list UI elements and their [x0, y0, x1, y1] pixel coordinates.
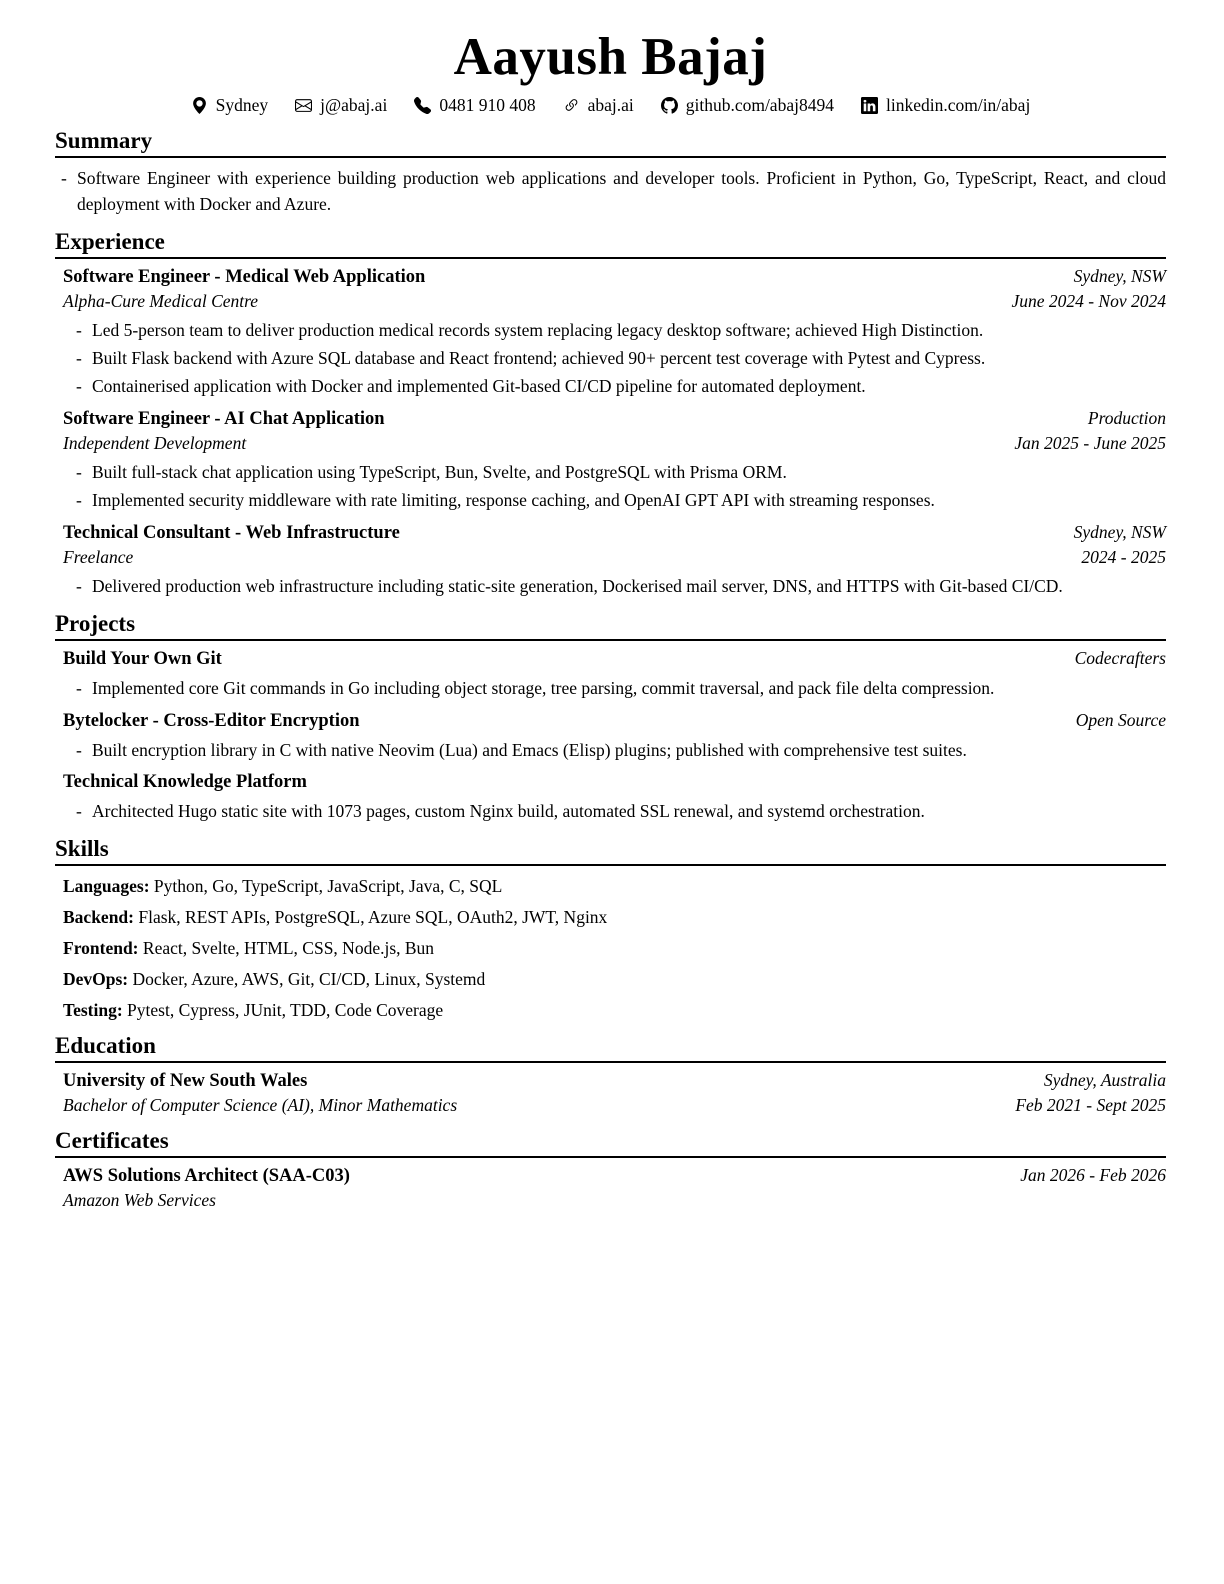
contact-github [661, 95, 834, 116]
entry-organisation: Freelance [63, 546, 134, 567]
bullet-item: - Architected Hugo static site with 1073 pages, custom Nginx build, automated SSL renewal, and systemd orchestration. [76, 798, 1166, 824]
contact-github-text: github.com/abaj8494 [685, 94, 834, 115]
contact-location [191, 95, 269, 116]
project-entry [63, 772, 1166, 824]
skill-row-testing [63, 1000, 1166, 1021]
experience-entry [63, 266, 1166, 399]
entry-bullets [63, 675, 1166, 701]
contact-linkedin-text: linkedin.com/in/abaj [885, 94, 1031, 115]
bullet-item: - Delivered production web infrastructure including static-site generation, Dockerised mail server, DNS, and HTTPS with Git-based CI/CD. [76, 573, 1166, 599]
contact-email [295, 95, 387, 116]
projects-heading: Projects [55, 611, 1166, 641]
bullet-item: - Implemented core Git commands in Go including object storage, tree parsing, commit traversal, and pack file delta compression. [76, 675, 1166, 701]
project-title: Bytelocker - Cross-Editor Encryption [63, 710, 360, 731]
project-title: Build Your Own Git [63, 648, 222, 669]
summary-heading: Summary [55, 128, 1166, 158]
entry-bullets [63, 573, 1166, 599]
certificate-dates: Jan 2026 - Feb 2026 [1020, 1164, 1166, 1185]
institution-name: University of New South Wales [63, 1070, 308, 1091]
experience-entry [63, 408, 1166, 513]
project-title: Technical Knowledge Platform [63, 771, 307, 792]
project-entry [63, 710, 1166, 763]
section-projects [55, 611, 1166, 824]
entry-title: Software Engineer - Medical Web Application [63, 266, 426, 287]
degree-name: Bachelor of Computer Science (AI), Minor Mathematics [63, 1094, 458, 1115]
contact-phone [414, 95, 535, 116]
entry-title: Software Engineer - AI Chat Application [63, 408, 385, 429]
entry-dates: June 2024 - Nov 2024 [1011, 290, 1166, 311]
contact-row [55, 95, 1166, 116]
link-icon [563, 97, 580, 114]
project-attribution: Open Source [1075, 709, 1166, 730]
email-icon [295, 97, 312, 114]
experience-heading: Experience [55, 229, 1166, 259]
education-dates: Feb 2021 - Sept 2025 [1015, 1094, 1166, 1115]
entry-bullets [63, 737, 1166, 763]
section-summary [55, 128, 1166, 217]
project-attribution: Codecrafters [1074, 647, 1166, 668]
bullet-item: - Built full-stack chat application using TypeScript, Bun, Svelte, and PostgreSQL with Prisma ORM. [76, 459, 1166, 485]
entry-dates: Jan 2025 - June 2025 [1014, 432, 1166, 453]
entry-dates: 2024 - 2025 [1081, 546, 1166, 567]
entry-bullets [63, 317, 1166, 399]
skill-label: Frontend: [63, 937, 139, 958]
bullet-item: - Led 5-person team to deliver production medical records system replacing legacy desktop software; achieved High Distinction. [76, 317, 1166, 343]
project-entry [63, 648, 1166, 701]
experience-entry [63, 522, 1166, 599]
bullet-item: - Built Flask backend with Azure SQL database and React frontend; achieved 90+ percent test coverage with Pytest and Cypress. [76, 345, 1166, 371]
entry-title: Technical Consultant - Web Infrastructure [63, 522, 400, 543]
skill-label: Testing: [63, 999, 123, 1020]
contact-linkedin [861, 95, 1030, 116]
education-heading: Education [55, 1033, 1166, 1063]
github-icon [661, 97, 678, 114]
bullet-item: - Built encryption library in C with native Neovim (Lua) and Emacs (Elisp) plugins; published with comprehensive test suites. [76, 737, 1166, 763]
skill-values: Docker, Azure, AWS, Git, CI/CD, Linux, Systemd [132, 968, 486, 989]
entry-location: Sydney, NSW [1073, 521, 1166, 542]
skill-row-languages [63, 876, 1166, 897]
section-education [55, 1033, 1166, 1116]
summary-bullet: - Software Engineer with experience building production web applications and developer tools. Proficient in Python, Go, TypeScript, React, and cloud deployment with Docker and Azure. [61, 165, 1166, 217]
header [55, 30, 1166, 116]
certificates-heading: Certificates [55, 1128, 1166, 1158]
section-certificates [55, 1128, 1166, 1211]
contact-website [563, 95, 634, 116]
contact-location-text: Sydney [215, 94, 269, 115]
contact-website-text: abaj.ai [587, 94, 634, 115]
linkedin-icon [861, 97, 878, 114]
skill-row-devops [63, 969, 1166, 990]
entry-location: Sydney, NSW [1073, 265, 1166, 286]
certificate-issuer: Amazon Web Services [63, 1189, 216, 1210]
skill-row-backend [63, 907, 1166, 928]
section-experience [55, 229, 1166, 599]
skill-values: React, Svelte, HTML, CSS, Node.js, Bun [142, 937, 435, 958]
phone-icon [414, 97, 431, 114]
name-title: Aayush Bajaj [453, 28, 768, 86]
skill-label: Backend: [63, 906, 134, 927]
education-entry [63, 1070, 1166, 1116]
skills-heading: Skills [55, 836, 1166, 866]
section-skills [55, 836, 1166, 1021]
entry-location: Production [1087, 407, 1166, 428]
skill-values: Flask, REST APIs, PostgreSQL, Azure SQL, OAuth2, JWT, Nginx [138, 906, 608, 927]
bullet-item: - Containerised application with Docker and implemented Git-based CI/CD pipeline for automated deployment. [76, 373, 1166, 399]
skill-label: DevOps: [63, 968, 129, 989]
skill-row-frontend [63, 938, 1166, 959]
entry-bullets [63, 459, 1166, 513]
certificate-name: AWS Solutions Architect (SAA-C03) [63, 1165, 350, 1186]
skill-label: Languages: [63, 875, 150, 896]
entry-bullets [63, 798, 1166, 824]
certificate-entry [63, 1165, 1166, 1211]
contact-phone-text: 0481 910 408 [439, 94, 536, 115]
skill-values: Pytest, Cypress, JUnit, TDD, Code Coverage [127, 999, 444, 1020]
bullet-item: - Implemented security middleware with rate limiting, response caching, and OpenAI GPT API with streaming responses. [76, 487, 1166, 513]
entry-organisation: Independent Development [63, 432, 247, 453]
location-pin-icon [191, 97, 208, 114]
entry-organisation: Alpha-Cure Medical Centre [63, 290, 259, 311]
summary-bullets [55, 165, 1166, 217]
contact-email-text: j@abaj.ai [320, 94, 388, 115]
institution-location: Sydney, Australia [1043, 1069, 1166, 1090]
skill-values: Python, Go, TypeScript, JavaScript, Java, C, SQL [153, 875, 503, 896]
